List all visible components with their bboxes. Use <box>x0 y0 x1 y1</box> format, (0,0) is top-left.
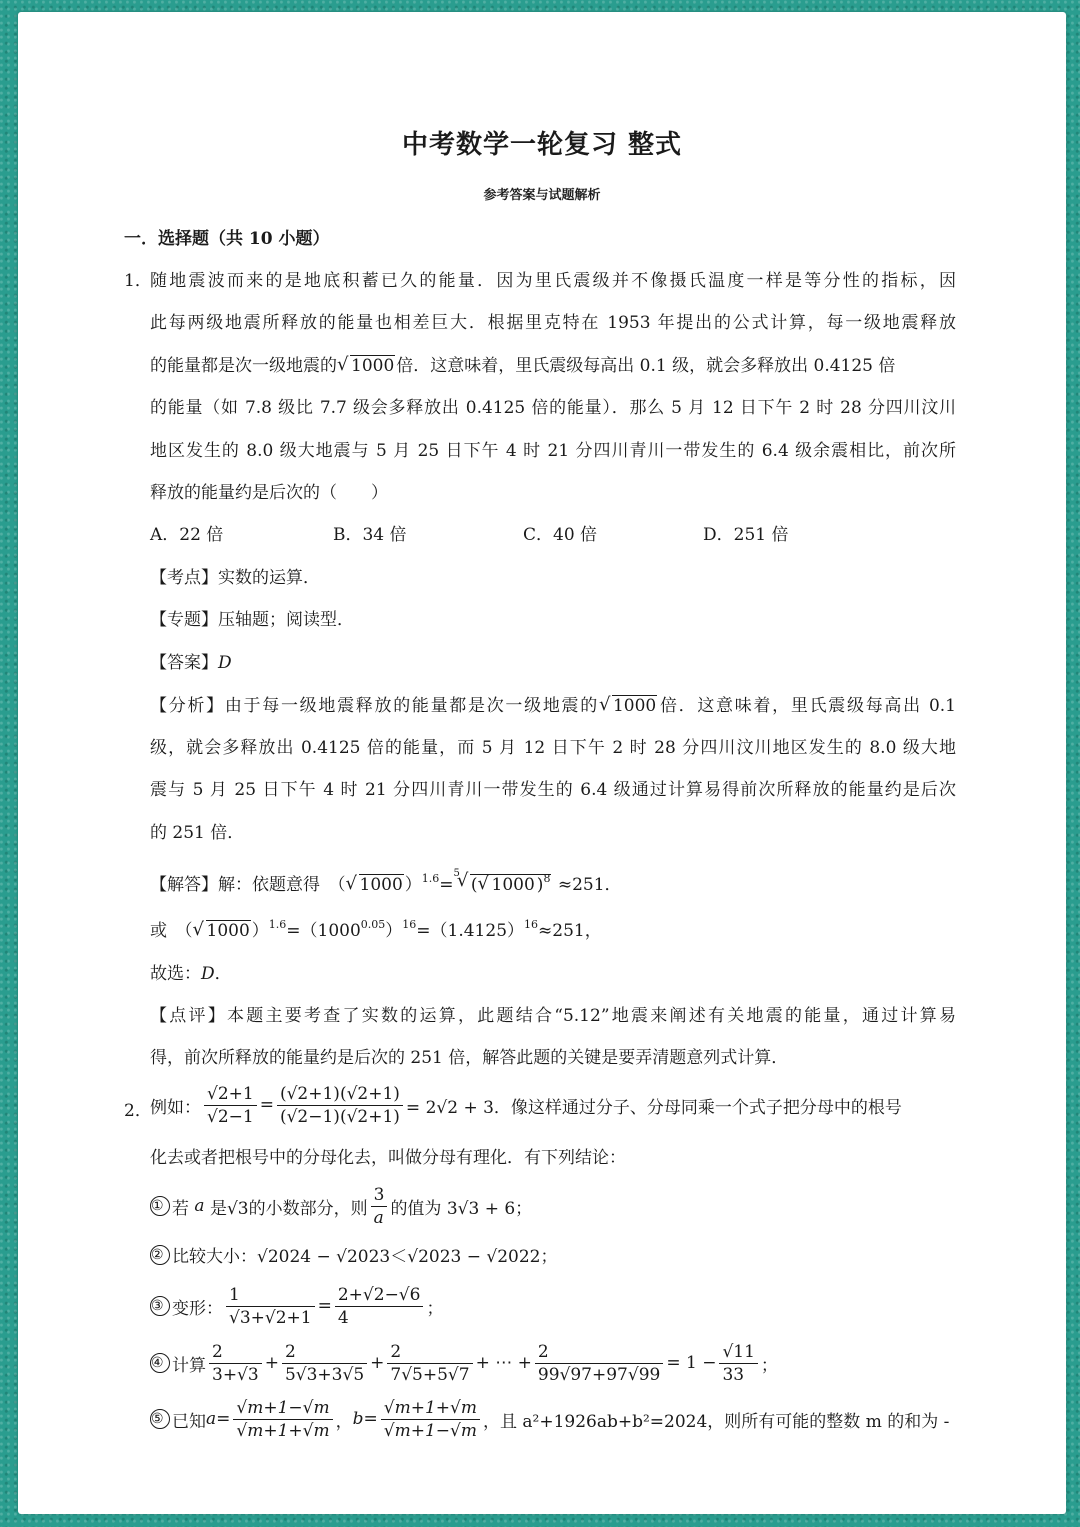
conclusion-text: = <box>363 1409 378 1429</box>
solution-text: =（1.4125） <box>416 921 525 941</box>
conclusion-4 <box>150 1337 956 1389</box>
q1-text-line <box>150 351 956 376</box>
fraction: $\frac{2+√2-√6}{4}$ <box>335 1284 424 1329</box>
kaodian-line <box>150 563 956 588</box>
conclusion-text: = <box>317 1296 332 1316</box>
comment-text: 本题主要考查了实数的运算，此题结合“5.12”地震来阐述有关地震的能量，通过计算易 <box>227 1006 957 1026</box>
fraction: $\frac{(√2+1)(√2+1)}{(√2-1)(√2+1)}$ <box>277 1083 403 1128</box>
page-subtitle: 参考答案与试题解析 <box>483 188 601 203</box>
fraction: $\frac{√m+1+√m}{√m+1-√m}$ <box>381 1397 480 1442</box>
operator: + <box>370 1353 385 1373</box>
analysis-label: 【分析】 <box>150 696 225 716</box>
analysis-line <box>150 691 956 716</box>
q1-text-line: 此每两级地震所释放的能量也相差巨大．根据里克特在 1953 年提出的公式计算，每一级地震释放 <box>150 313 956 333</box>
conclusion-text: = <box>216 1409 231 1429</box>
zhuanti-line <box>150 605 956 630</box>
exponent: 16 <box>402 918 417 931</box>
conclusion-text: 的值为 3√3 + 6； <box>390 1198 533 1219</box>
q2-text-line <box>150 1080 956 1130</box>
q1-text: 倍．这意味着，里氏震级每高出 0.1 级，就会多释放出 0.4125 倍 <box>396 356 896 376</box>
option-a: A．22 倍 <box>150 525 224 545</box>
conclusion-text: ； <box>426 1298 444 1319</box>
solution-text: = <box>439 875 454 895</box>
q1-text-line: 释放的能量约是后次的（ ） <box>150 483 388 503</box>
option-c: C．40 倍 <box>523 525 598 545</box>
sqrt-expression: √ 1000 <box>346 875 404 895</box>
sqrt-expression: √ 1000 <box>337 356 395 376</box>
q2-text: = <box>259 1095 274 1115</box>
answer-value: D <box>201 964 215 984</box>
item-marker: ③ <box>150 1296 170 1316</box>
exponent: 16 <box>524 918 539 931</box>
fraction: $\frac{2}{3+√3}$ <box>209 1341 262 1386</box>
q1-text-line: 随地震波而来的是地底积蓄已久的能量．因为里氏震级并不像摄氏温度一样是等分性的指标，因 <box>150 271 956 291</box>
conclusion-5 <box>150 1393 956 1445</box>
q2-text: = 2√2 + 3．像这样通过分子、分母同乘一个式子把分母中的根号 <box>405 1097 902 1118</box>
fraction: $\frac{1}{√3+√2+1}$ <box>226 1284 315 1329</box>
conclusion-text: ； <box>760 1355 778 1376</box>
solution-text: 解：依题意得 （ <box>218 875 346 895</box>
conclusion-text: 是√3的小数部分，则 <box>209 1198 368 1219</box>
conclusion-text: ，且 a²+1926ab+b²=2024，则所有可能的整数 m 的和为 - <box>482 1411 950 1432</box>
analysis-line: 的 251 倍． <box>150 823 245 843</box>
operator: + ⋯ + <box>475 1353 532 1373</box>
exponent: 0.05 <box>360 918 386 931</box>
solution-line <box>150 868 956 895</box>
answer-value: D <box>218 653 232 673</box>
zhuanti-text: 压轴题；阅读型． <box>218 610 354 630</box>
conclusion-text: ， <box>335 1411 353 1432</box>
item-marker: ⑤ <box>150 1409 170 1429</box>
conclusion-text: 计算 <box>172 1355 206 1376</box>
conclusion-text: 比较大小：√2024 − √2023＜√2023 − √2022； <box>172 1247 558 1267</box>
document-page <box>18 12 1066 1514</box>
solution-text: ） <box>251 921 269 941</box>
q1-text: 的能量都是次一级地震的 <box>150 356 337 376</box>
solution-text: ） <box>385 921 403 941</box>
answer-line <box>150 648 956 673</box>
operator: + <box>264 1353 279 1373</box>
comment-line <box>150 1001 956 1026</box>
solution-text: =（1000 <box>286 921 361 941</box>
analysis-text: 由于每一级地震释放的能量都是次一级地震的 <box>224 696 599 716</box>
conclusion-text: 变形： <box>172 1298 223 1319</box>
option-b: B．34 倍 <box>333 525 407 545</box>
conclusion-text: 已知 <box>172 1411 206 1432</box>
comment-line: 得，前次所释放的能量约是后次的 251 倍，解答此题的关键是要弄清题意列式计算． <box>150 1048 789 1068</box>
q2-text-line: 化去或者把根号中的分母化去，叫做分母有理化．有下列结论： <box>150 1148 626 1168</box>
solution-text: 或 （ <box>150 921 193 941</box>
root-index: 5 <box>453 868 460 879</box>
exponent: 1.6 <box>421 872 440 885</box>
analysis-text: 倍．这意味着，里氏震级每高出 0.1 <box>658 696 956 716</box>
conclusion-1 <box>150 1182 956 1230</box>
kaodian-label: 【考点】 <box>150 568 218 588</box>
analysis-line: 级，就会多释放出 0.4125 倍的能量，而 5 月 12 日下午 2 时 28 分四川汶川地区发生的 8.0 级大地 <box>150 738 956 758</box>
solution-text: ． <box>214 964 232 984</box>
kaodian-text: 实数的运算． <box>218 568 320 588</box>
item-marker: ④ <box>150 1353 170 1373</box>
comment-label: 【点评】 <box>150 1006 228 1026</box>
zhuanti-label: 【专题】 <box>150 610 218 630</box>
conclusion-text: 若 <box>172 1198 189 1219</box>
question-number: 1． <box>124 271 152 291</box>
item-marker: ② <box>150 1245 170 1265</box>
solution-text: ≈251， <box>538 921 602 941</box>
fraction: $\frac{√2+1}{√2-1}$ <box>204 1083 257 1128</box>
fifth-root-expression: √ (√ 1000 )$^8$ <box>457 872 552 895</box>
q1-text-line: 地区发生的 8.0 级大地震与 5 月 25 日下午 4 时 21 分四川青川一带发生的 6.4 级余震相比，前次所 <box>150 441 956 461</box>
q1-text-line: 的能量（如 7.8 级比 7.7 级会多释放出 0.4125 倍的能量）．那么 5 月 12 日下午 2 时 28 分四川汶川 <box>150 398 956 418</box>
solution-label: 【解答】 <box>150 875 218 895</box>
section-heading: 一．选择题（共 10 小题） <box>124 229 330 249</box>
conclusion-2 <box>150 1242 956 1267</box>
answer-label: 【答案】 <box>150 653 218 673</box>
fraction: $\frac{3}{a}$ <box>371 1184 388 1229</box>
page-title: 中考数学一轮复习 整式 <box>401 130 683 160</box>
solution-text: ） <box>404 875 422 895</box>
fraction: $\frac{2}{7√5+5√7}$ <box>387 1341 472 1386</box>
question-number: 2． <box>124 1101 152 1121</box>
variable: b <box>352 1409 364 1429</box>
sqrt-expression: √ 1000 <box>193 921 251 941</box>
variable: a <box>194 1196 205 1216</box>
fraction: $\frac{√11}{33}$ <box>719 1341 757 1386</box>
sqrt-expression: √ 1000 <box>599 696 657 716</box>
variable: a <box>206 1409 217 1429</box>
q2-text: 例如： <box>150 1097 201 1118</box>
solution-text: ≈251． <box>557 875 622 895</box>
analysis-line: 震与 5 月 25 日下午 4 时 21 分四川青川一带发生的 6.4 级通过计算易得前次所释放的能量约是后次 <box>150 780 956 800</box>
item-marker: ① <box>150 1196 170 1216</box>
solution-text: 故选： <box>150 964 201 984</box>
fraction: $\frac{2}{99√97+97√99}$ <box>535 1341 663 1386</box>
fraction: $\frac{√m+1-√m}{√m+1+√m}$ <box>233 1397 332 1442</box>
fraction: $\frac{2}{5√3+3√5}$ <box>282 1341 367 1386</box>
option-d: D．251 倍 <box>703 525 789 545</box>
solution-line <box>150 959 956 984</box>
conclusion-3 <box>150 1280 956 1332</box>
conclusion-text: = 1 − <box>666 1353 717 1373</box>
exponent: 1.6 <box>268 918 287 931</box>
solution-line <box>150 916 956 941</box>
